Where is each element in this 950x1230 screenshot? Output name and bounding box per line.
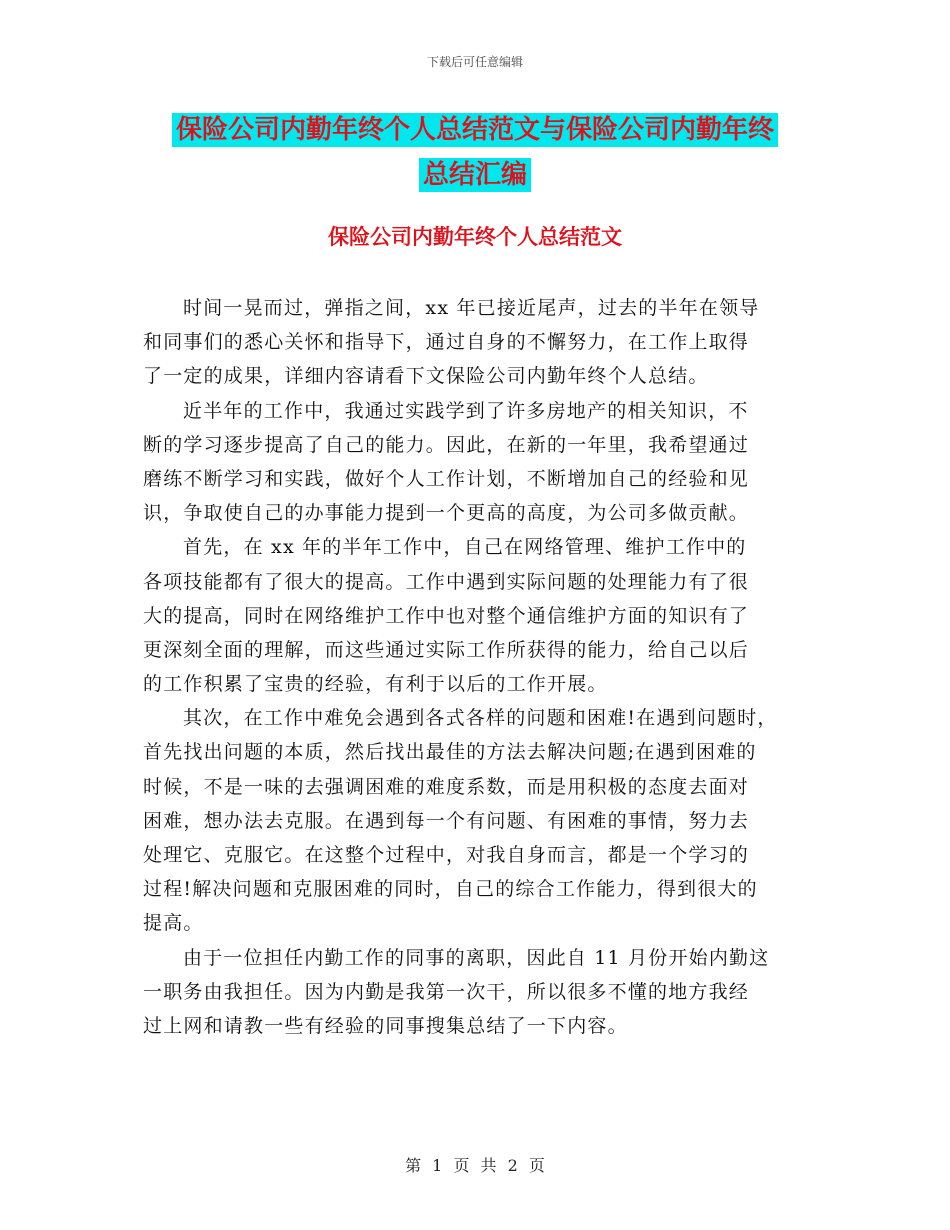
paragraph-line: 更深刻全面的理解，而这些通过实际工作所获得的能力，给自己以后 — [143, 638, 750, 661]
title-highlight-1: 保险公司内勤年终个人总结范文与保险公司内勤年终 — [172, 113, 778, 147]
document-body — [143, 291, 808, 1043]
title-highlight-2: 总结汇编 — [419, 158, 531, 192]
paragraph-line: 首先，在 xx 年的半年工作中，自己在网络管理、维护工作中的 — [183, 536, 747, 559]
paragraph-line: 一职务由我担任。因为内勤是我第一次干，所以很多不懂的地方我经 — [143, 980, 750, 1003]
paragraph-line: 近半年的工作中，我通过实践学到了许多房地产的相关知识，不 — [183, 399, 749, 422]
page-header-note: 下载后可任意编辑 — [426, 55, 523, 69]
document-title-line-2 — [0, 153, 950, 198]
paragraph-line: 各项技能都有了很大的提高。工作中遇到实际问题的处理能力有了很 — [143, 570, 750, 593]
paragraph-line: 处理它、克服它。在这整个过程中，对我自身而言，都是一个学习的 — [143, 844, 750, 866]
paragraph-line: 过上网和请教一些有经验的同事搜集总结了一下内容。 — [143, 1014, 628, 1037]
paragraph-5 — [143, 941, 808, 1044]
paragraph-line: 磨练不断学习和实践，做好个人工作计划，不断增加自己的经验和见 — [143, 467, 750, 490]
paragraph-4 — [143, 701, 808, 940]
paragraph-line: 首先找出问题的本质，然后找出最佳的方法去解决问题;在遇到困难的 — [143, 741, 757, 764]
paragraph-line: 由于一位担任内勤工作的同事的离职，因此自 11 月份开始内勤这 — [183, 946, 770, 969]
paragraph-line: 断的学习逐步提高了自己的能力。因此，在新的一年里，我希望通过 — [143, 433, 750, 456]
paragraph-line: 困难，想办法去克服。在遇到每一个有问题、有困难的事情，努力去 — [143, 809, 750, 832]
section-title: 保险公司内勤年终个人总结范文 — [328, 224, 622, 249]
paragraph-line: 时间一晃而过，弹指之间，xx 年已接近尾声，过去的半年在领导 — [183, 297, 760, 319]
page-number: 第 1 页 共 2 页 — [405, 1156, 545, 1175]
paragraph-line: 其次，在工作中难免会遇到各式各样的问题和困难!在遇到问题时， — [183, 707, 778, 730]
paragraph-line: 和同事们的悉心关怀和指导下，通过自身的不懈努力，在工作上取得 — [143, 331, 750, 354]
document-title — [0, 108, 950, 198]
paragraph-line: 过程!解决问题和克服困难的同时，自己的综合工作能力，得到很大的 — [143, 878, 758, 901]
document-title-line-1 — [0, 108, 950, 153]
paragraph-line: 时候，不是一味的去强调困难的难度系数，而是用积极的态度去面对 — [143, 775, 750, 798]
paragraph-line: 提高。 — [143, 912, 204, 935]
paragraph-line: 识，争取使自己的办事能力提到一个更高的高度，为公司多做贡献。 — [143, 502, 750, 525]
paragraph-3 — [143, 530, 808, 701]
paragraph-line: 了一定的成果，详细内容请看下文保险公司内勤年终个人总结。 — [143, 365, 709, 388]
paragraph-2 — [143, 394, 808, 531]
paragraph-1 — [143, 291, 808, 394]
paragraph-line: 的工作积累了宝贵的经验，有利于以后的工作开展。 — [143, 673, 608, 696]
paragraph-line: 大的提高，同时在网络维护工作中也对整个通信维护方面的知识有了 — [143, 604, 750, 627]
